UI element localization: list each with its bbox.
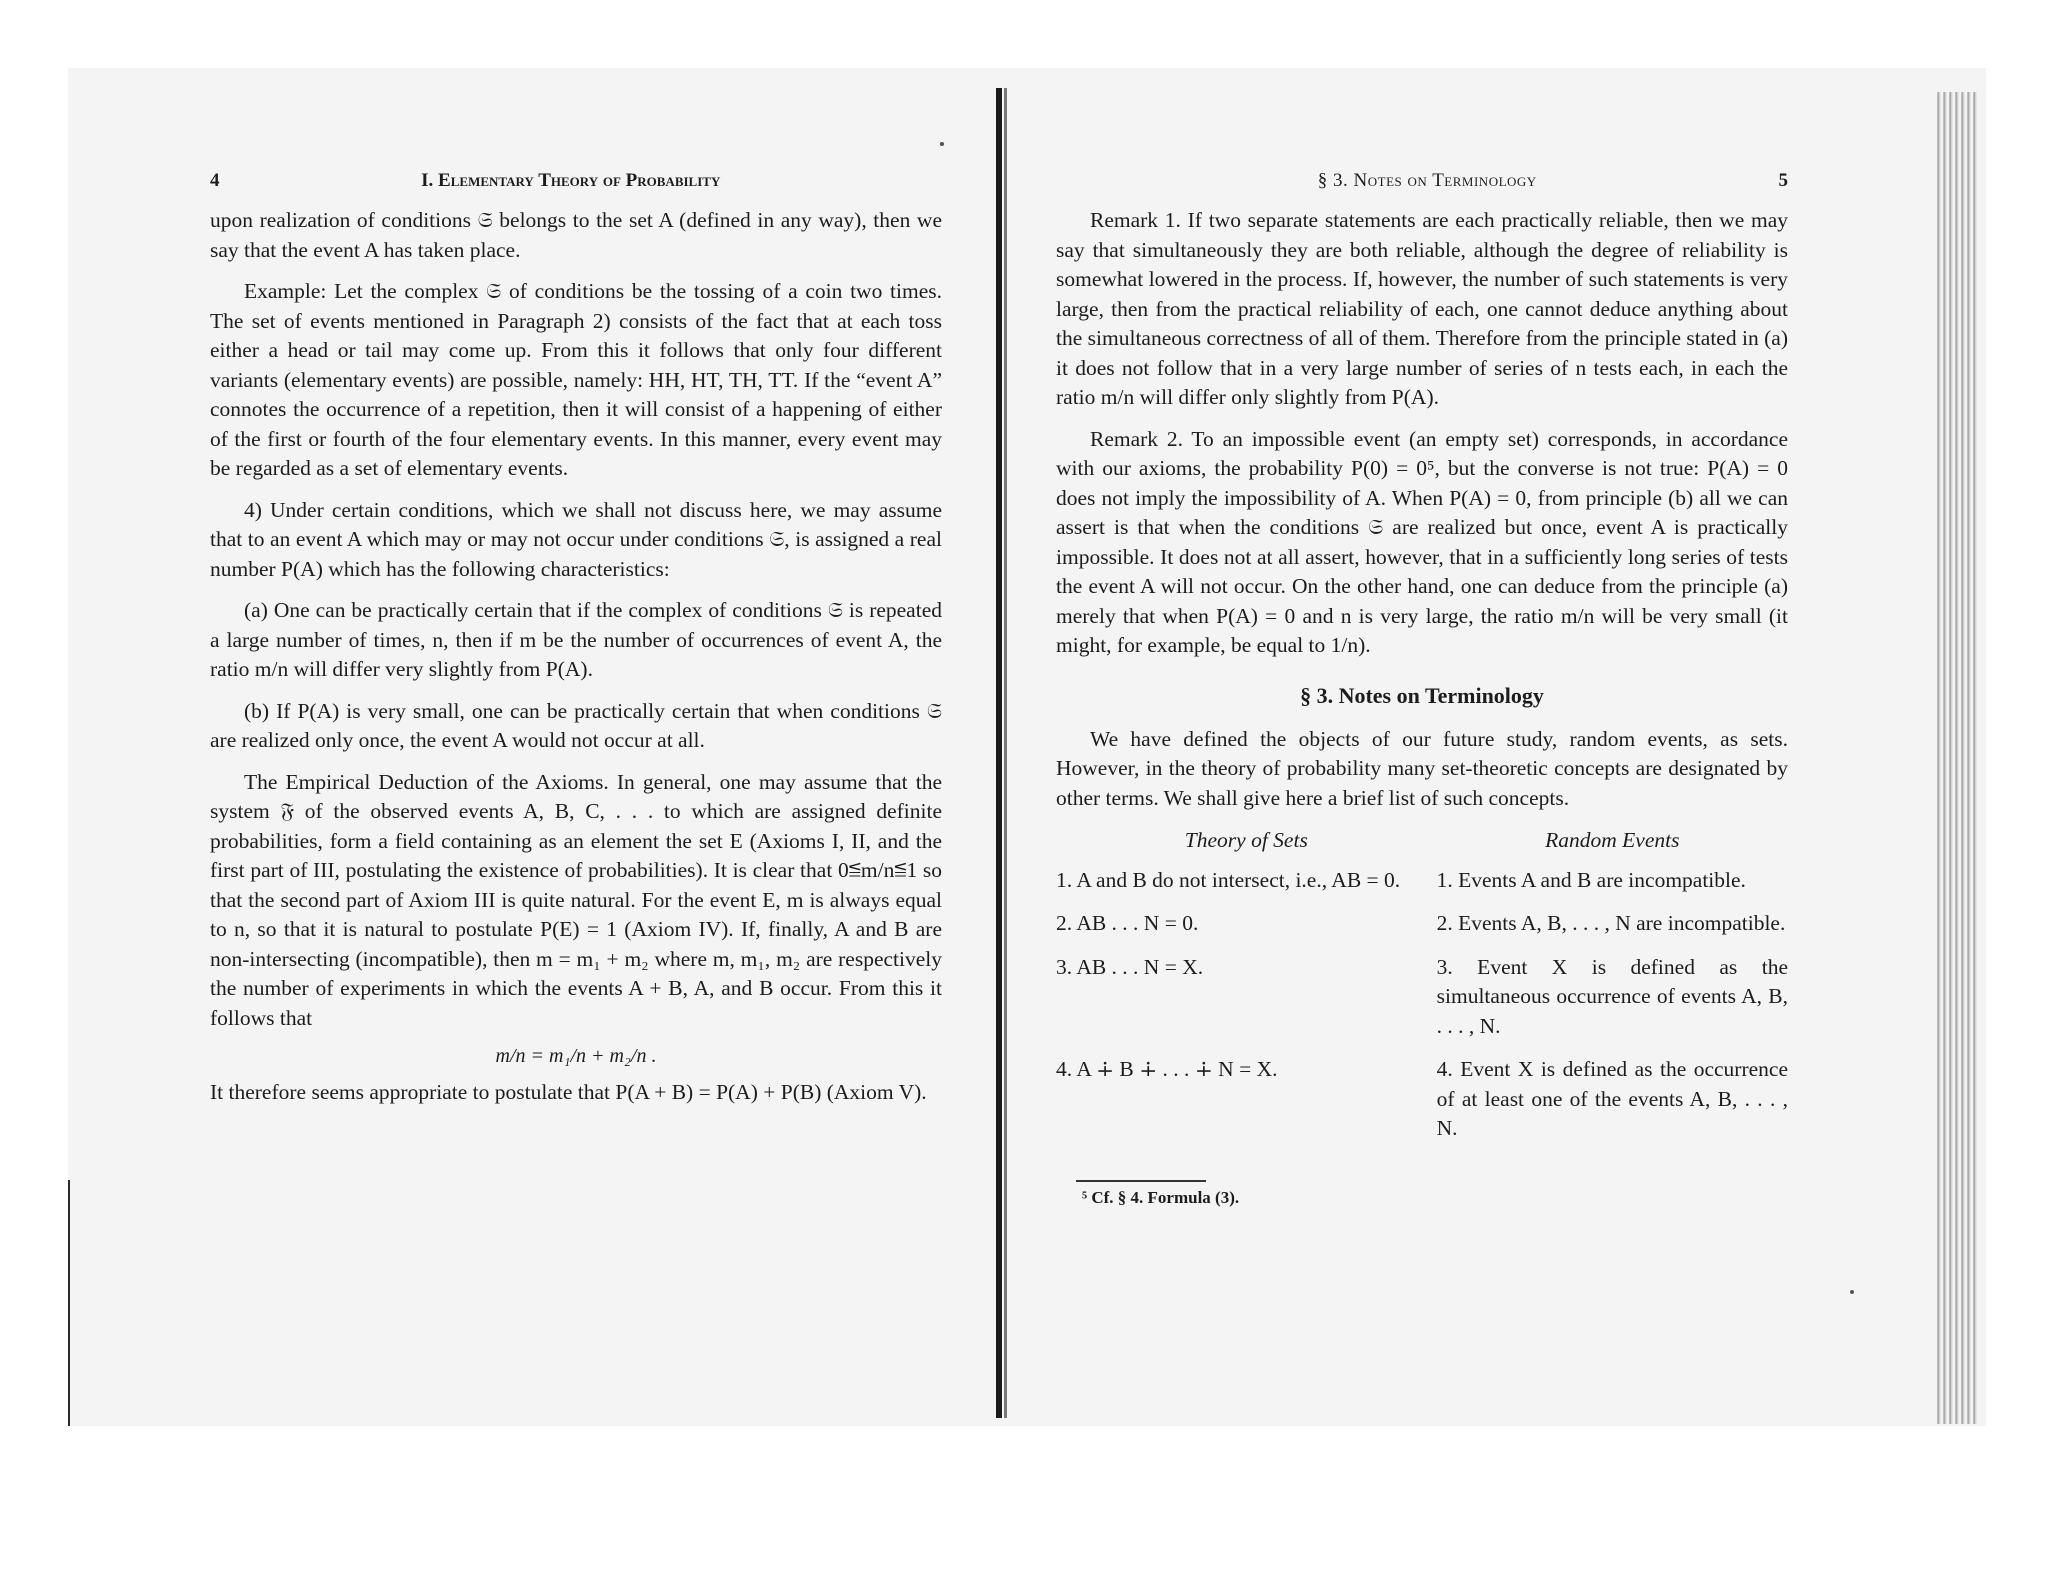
footnote-rule [1076,1180,1206,1182]
table-cell: 3. Event X is defined as the simultaneous occurrence of events A, B, . . . , N. [1436,954,1788,1038]
formula: m/n = m₁/n + m₂/n . [495,1045,657,1067]
paragraph-condition-b: (b) If P(A) is very small, one can be practically certain that when conditions 𝔖 are realized only once, the event A would not occur at all. [210,698,942,752]
paragraph-point-4: 4) Under certain conditions, which we shall not discuss here, we may assume that to an event A which may or may not occur under conditions 𝔖, is assigned a real number P(A) which has the following characteristics: [210,497,942,581]
table-cell: 4. Event X is defined as the occurrence of at least one of the events A, B, . . . , N. [1436,1057,1788,1140]
paragraph-example: Example: Let the complex 𝔖 of conditions be the tossing of a coin two times. The set of events mentioned in Paragraph 2) consists of the fact that at each toss either a head or tail may come up. From this it follows that only four different variants (elementary events) are possible, namely: HH, HT, TH, TT. If the “event A” connotes the occurrence of a repetition, then it will consist of a happening of either of the first or fourth of the four elementary events. In this manner, every event may be regarded as a set of elementary events. [210,279,942,480]
section-heading: § 3. Notes on Terminology [1300,682,1544,708]
running-head: § 3. Notes on Terminology [1317,170,1537,191]
table-header-random-events: Random Events [1545,828,1680,852]
table-cell: 3. AB . . . N = X. [1056,954,1204,979]
table-cell: 4. A ∔ B ∔ . . . ∔ N = X. [1056,1057,1278,1081]
paragraph-terminology-intro: We have defined the objects of our future study, random events, as sets. However, in the theory of probability many set-theoretic concepts are designated by other terms. We shall give here a brief list of such concepts. [1056,726,1788,810]
table-row [1056,909,1788,953]
table-cell: 2. Events A, B, . . . , N are incompatible. [1436,911,1786,935]
paragraph-condition-a: (a) One can be practically certain that if the complex of conditions 𝔖 is repeated a large number of times, n, then if m be the number of occurrences of event A, the ratio m/n will differ very slightly from P(A). [210,598,942,681]
running-head: I. Elementary Theory of Probability [421,170,721,191]
book-gutter-shadow [1004,88,1007,1418]
page-edge-right [1935,92,1979,1424]
left-running-header [210,170,942,192]
right-page [1056,170,1788,1208]
paragraph-remark-2: Remark 2. To an impossible event (an empty set) corresponds, in accordance with our axioms, the probability P(0) = 0⁵, but the converse is not true: P(A) = 0 does not imply the impossibility of A. When P(A) = 0, from principle (b) all we can assert is that when the conditions 𝔖 are realized but once, event A is practically impossible. It does not at all assert, however, that in a sufficiently long series of tests the event A will not occur. On the other hand, one can deduce from the principle (a) merely that when P(A) = 0 and n is very large, the ratio m/n will be very small (it might, for example, be equal to 1/n). [1056,426,1788,657]
scan-speck [1850,1290,1854,1294]
page-edge-left [68,1180,70,1426]
table-cell: 1. Events A and B are incompatible. [1436,867,1746,892]
footnote: ⁵ Cf. § 4. Formula (3). [1082,1187,1240,1207]
terminology-table [1056,825,1788,1158]
table-row [1056,953,1788,1056]
right-running-header [1056,170,1788,192]
table-row [1056,1055,1788,1158]
page-number: 4 [210,170,220,191]
paragraph-axiom-v: It therefore seems appropriate to postulate that P(A + B) = P(A) + P(B) (Axiom V). [210,1080,927,1104]
left-page [210,170,942,1120]
scan-speck [940,142,944,146]
table-header-theory-of-sets: Theory of Sets [1184,828,1308,852]
paragraph-remark-1: Remark 1. If two separate statements are each practically reliable, then we may say that simultaneously they are both reliable, although the degree of reliability is somewhat lowered in the process. If, however, the number of such statements is very large, then from the practical reliability of each, one cannot deduce anything about the simultaneous correctness of all of them. Therefore from the principle stated in (a) it does not follow that in a very large number of series of n tests each, in each the ratio m/n will differ only slightly from P(A). [1056,208,1788,409]
paragraph-empirical-deduction: The Empirical Deduction of the Axioms. In general, one may assume that the system 𝔉 of the observed events A, B, C, . . . to which are assigned definite probabilities, form a field containing as an element the set E (Axioms I, II, and the first part of III, postulating the existence of probabilities). It is clear that 0≦m/n≦1 so that the second part of Axiom III is quite natural. For the event E, m is always equal to n, so that it is natural to postulate P(E) = 1 (Axiom IV). If, finally, A and B are non-intersecting (incompatible), then m = m₁ + m₂ where m, m₁, m₂ are respectively the number of experiments in which the events A + B, A, and B occur. From this it follows that [210,769,942,1030]
page-number: 5 [1778,170,1788,191]
paragraph: upon realization of conditions 𝔖 belongs to the set A (defined in any way), then we say that the event A has taken place. [210,208,942,262]
book-gutter [996,88,1002,1418]
table-cell: 1. A and B do not intersect, i.e., AB = 0. [1056,867,1401,892]
table-cell: 2. AB . . . N = 0. [1056,911,1199,935]
table-row [1056,866,1788,910]
